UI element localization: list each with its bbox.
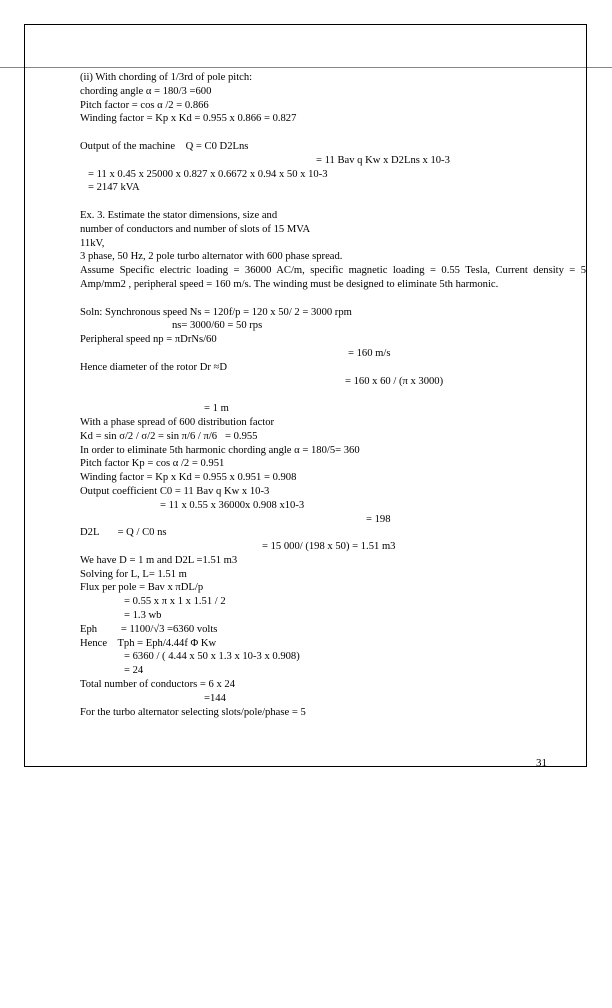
text-line: Output of the machine Q = C0 D2Lns [80,140,249,152]
text-line: Hence diameter of the rotor Dr ≈D [80,361,228,373]
text-line: = 6360 / ( 4.44 x 50 x 1.3 x 10-3 x 0.908) [124,651,300,663]
text-line: With a phase spread of 600 distribution factor [80,416,275,428]
text-line: Soln: Synchronous speed Ns = 120f/p = 120 x 50/ 2 = 3000 rpm [80,306,352,318]
text-line: Flux per pole = Bav x πDL/p [80,582,204,594]
text-line: Winding factor = Kp x Kd = 0.955 x 0.866 = 0.827 [80,113,297,125]
text-line: Output coefficient C0 = 11 Bav q Kw x 10-3 [80,485,270,497]
text-line: = 1.3 wb [124,610,162,622]
page-content [80,71,586,719]
text-line: 11kV, [80,237,105,249]
text-line: We have D = 1 m and D2L =1.51 m3 [80,554,238,566]
text-line: Hence Tph = Eph/4.44f Φ Kw [80,637,217,649]
text-line: = 160 m/s [348,347,391,359]
text-line: Winding factor = Kp x Kd = 0.955 x 0.951 = 0.908 [80,472,297,484]
text-line: Kd = sin σ/2 / σ/2 = sin π/6 / π/6 = 0.955 [80,430,258,442]
text-line: Peripheral speed np = πDrNs/60 [80,334,217,346]
text-line: In order to eliminate 5th harmonic chording angle α = 180/5= 360 [80,444,360,456]
page-number: 31 [536,757,547,769]
text-line: Pitch factor Kp = cos α /2 = 0.951 [80,458,225,470]
text-line: = 2147 kVA [88,182,140,194]
text-line: Eph = 1100/√3 =6360 volts [80,623,218,635]
text-line: D2L = Q / C0 ns [80,527,167,539]
text-line: (ii) With chording of 1/3rd of pole pitch: [80,72,253,83]
text-line: chording angle α = 180/3 =600 [80,85,212,97]
text-line: Total number of conductors = 6 x 24 [80,679,235,691]
text-line: = 11 x 0.45 x 25000 x 0.827 x 0.6672 x 0.94 x 50 x 10-3 [88,168,328,180]
text-line: Ex. 3. Estimate the stator dimensions, size and [80,209,278,221]
text-line: Pitch factor = cos α /2 = 0.866 [80,99,209,111]
text-line: For the turbo alternator selecting slots/pole/phase = 5 [80,706,306,718]
text-line: = 198 [366,513,391,525]
text-line: 3 phase, 50 Hz, 2 pole turbo alternator with 600 phase spread. [80,251,343,263]
text-line: = 0.55 x π x 1 x 1.51 / 2 [124,596,226,608]
text-line: = 160 x 60 / (π x 3000) [345,375,444,387]
text-line: = 24 [124,665,144,677]
text-line: = 15 000/ (198 x 50) = 1.51 m3 [262,541,396,553]
text-line: number of conductors and number of slots of 15 MVA [80,223,311,235]
text-line: Solving for L, L= 1.51 m [80,568,187,580]
text-line: ns= 3000/60 = 50 rps [172,320,263,332]
text-line: =144 [204,692,226,704]
text-paragraph: Assume Specific electric loading = 36000 AC/m, specific magnetic loading = 0.55 Tesla, Current density = 5 Amp/mm2 , peripheral speed = 160 m/s. The winding must be designed to eliminate 5th harmonic. [80,265,586,290]
text-line: = 1 m [204,403,229,415]
text-line: = 11 x 0.55 x 36000x 0.908 x10-3 [160,499,305,511]
text-line: = 11 Bav q Kw x D2Lns x 10-3 [316,154,450,166]
